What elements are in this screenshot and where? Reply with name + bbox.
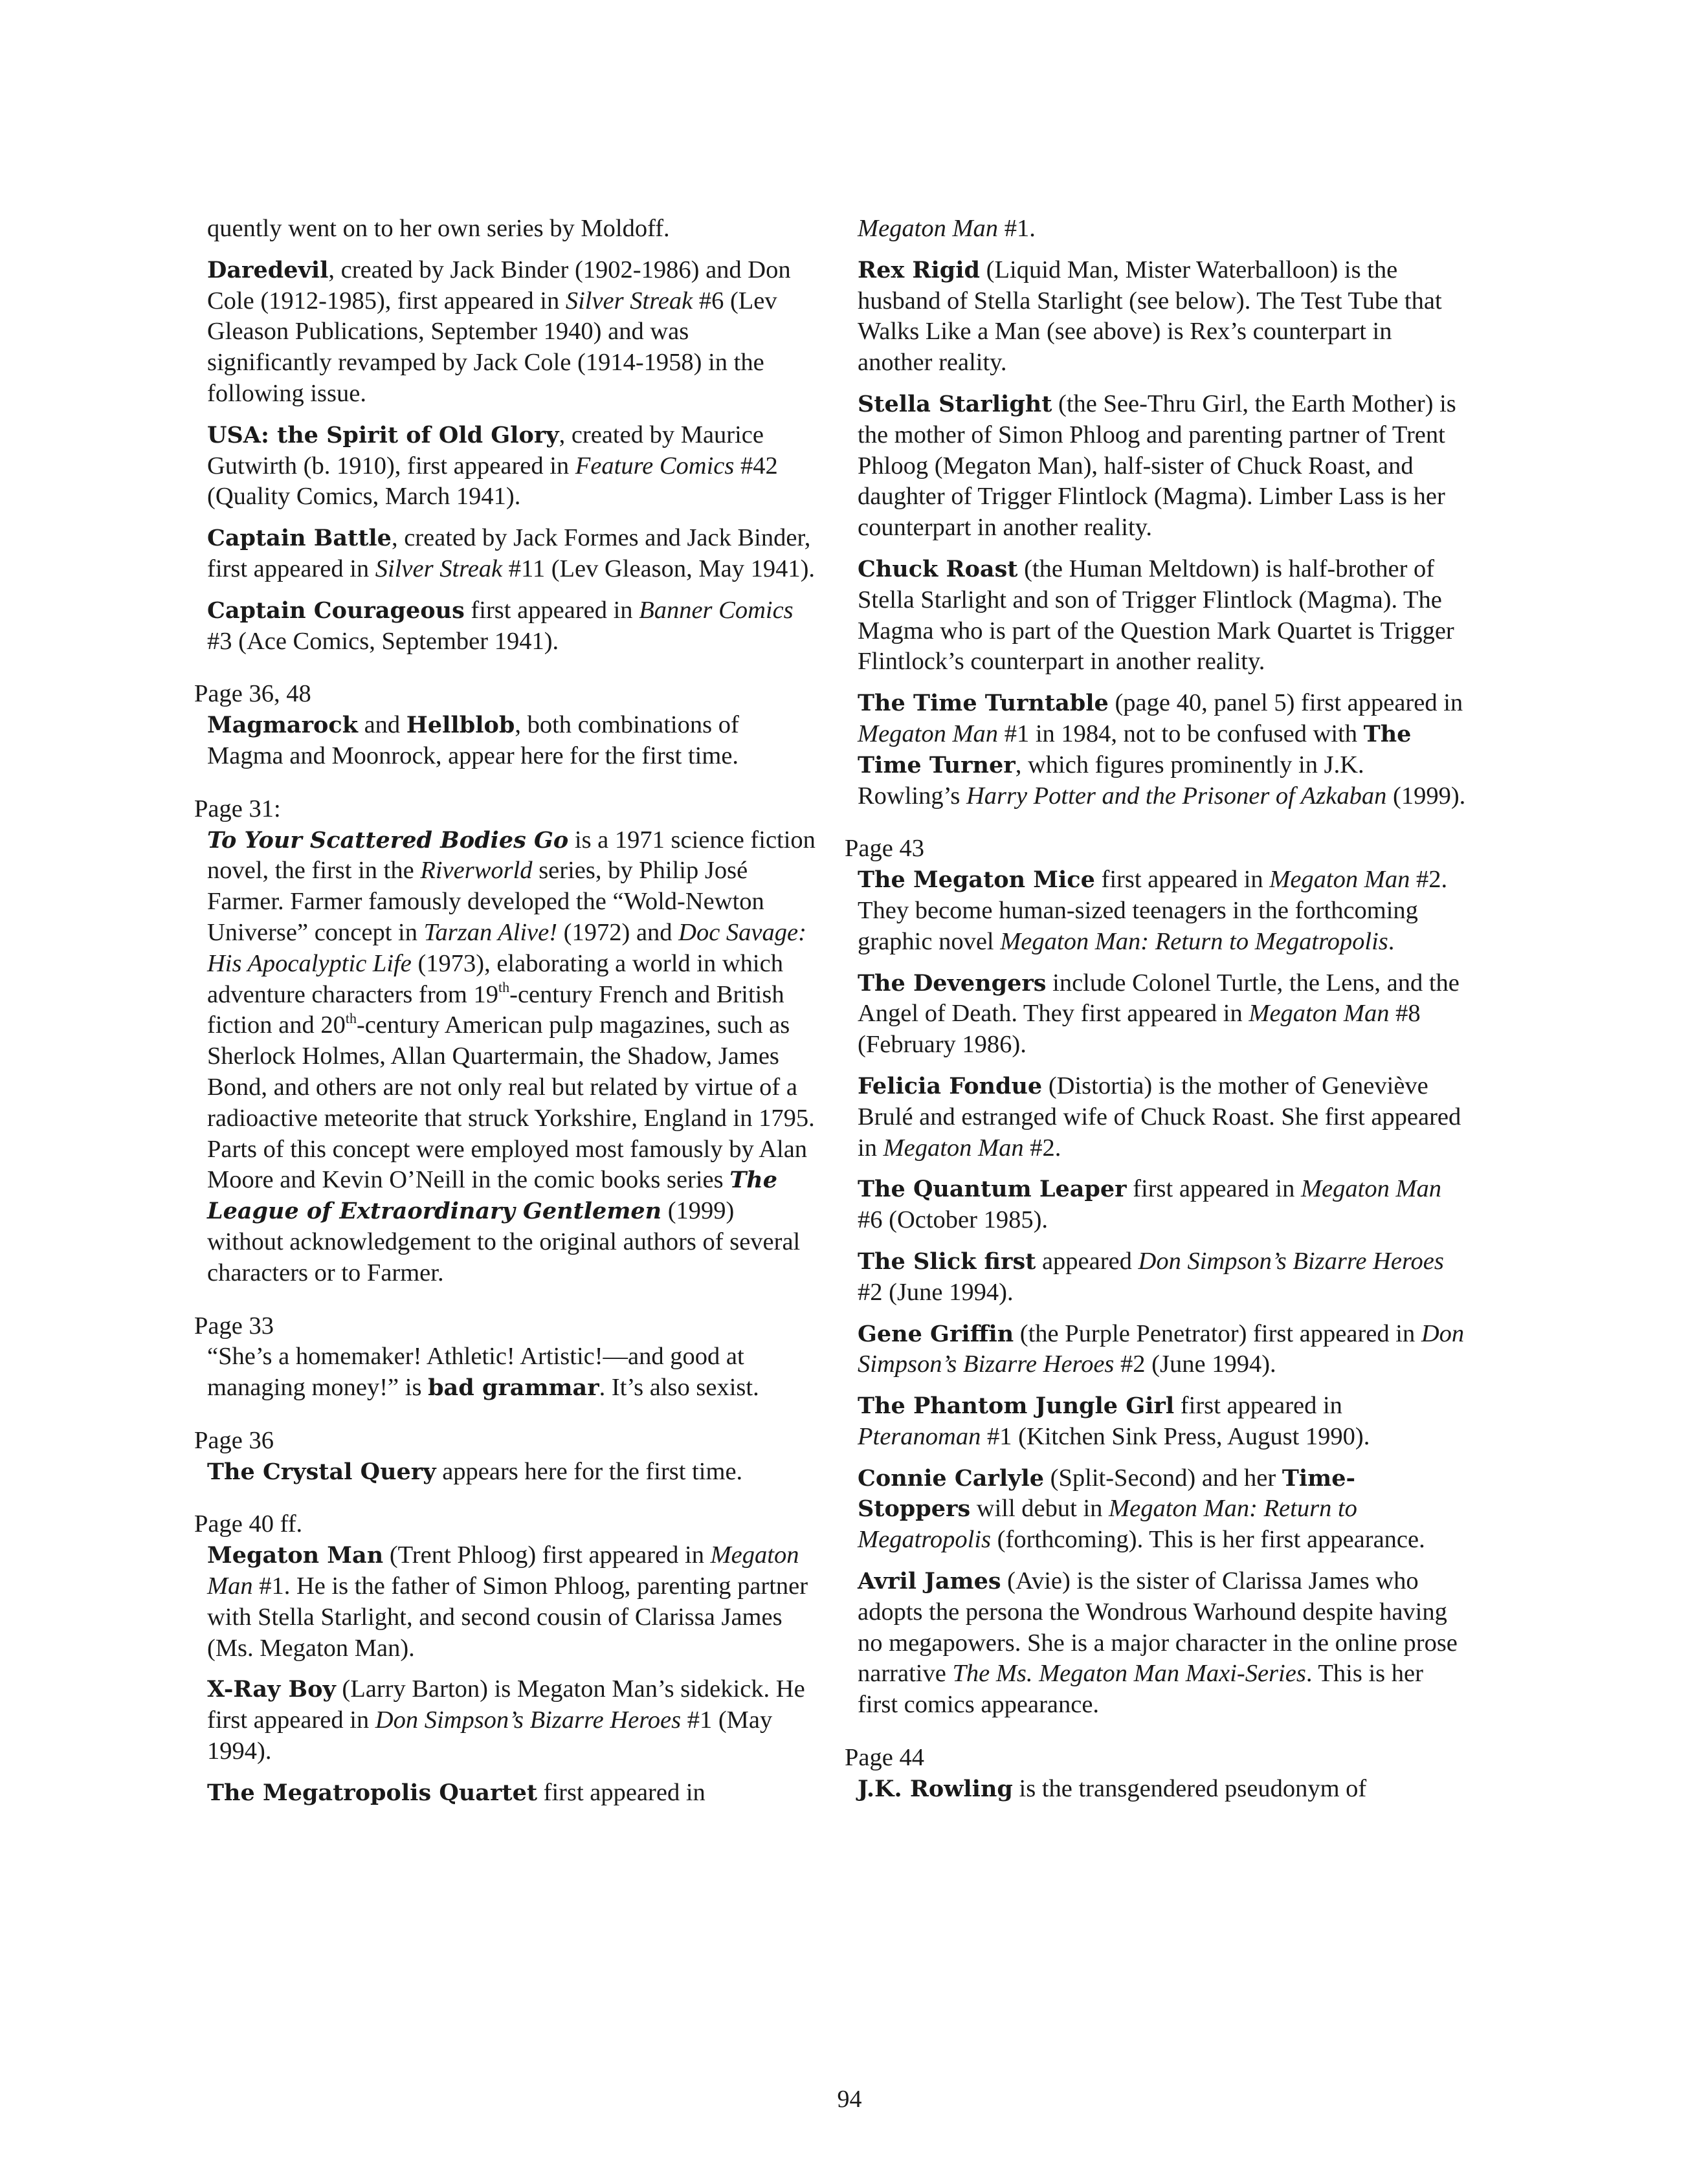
section-heading: Page 33: [194, 1312, 274, 1340]
entry-felicia-fondue: Felicia Fondue (Distortia) is the mother of Geneviève Brulé and estranged wife of Chuck Roast. She first appeared in Megaton Man #2.: [858, 1072, 1461, 1162]
entry-phantom-jungle-girl: The Phantom Jungle Girl first appeared in Pteranoman #1 (Kitchen Sink Press, August 1990).: [858, 1392, 1370, 1450]
section-heading: Page 44: [845, 1744, 924, 1772]
entry-x-ray-boy: X-Ray Boy (Larry Barton) is Megaton Man’s sidekick. He first appeared in Don Simpson’s Bizarre Heroes #1 (May 1994).: [207, 1675, 805, 1765]
section-heading: Page 43: [845, 835, 924, 863]
entry-avril-james: Avril James (Avie) is the sister of Clarissa James who adopts the persona the Wondrous Warhound despite having no megapowers. She is a major character in the online prose narrative The Ms. Megaton Man Maxi-Series. This is her first comics appearance.: [858, 1567, 1458, 1719]
entry-devengers: The Devengers include Colonel Turtle, the Lens, and the Angel of Death. They first appeared in Megaton Man #8 (February 1986).: [858, 969, 1460, 1059]
paragraph-continuation: Megaton Man #1.: [858, 215, 1036, 242]
entry-chuck-roast: Chuck Roast (the Human Meltdown) is half-brother of Stella Starlight and son of Trigger Flintlock (Magma). The Magma who is part of the Question Mark Quartet is Trigger Flintlock’s counterpart in another reality.: [858, 555, 1454, 676]
section-heading: Page 36, 48: [194, 680, 311, 708]
section-heading: Page 40 ff.: [194, 1510, 303, 1538]
entry-stella-starlight: Stella Starlight (the See-Thru Girl, the Earth Mother) is the mother of Simon Phloog and parenting partner of Trent Phloog (Megaton Man), half-sister of Chuck Roast, and daughter of Trigger Flintlock (Magma). Limber Lass is her counterpart in another reality.: [858, 390, 1456, 542]
entry-megaton-mice: The Megaton Mice first appeared in Megaton Man #2. They become human-sized teenagers in the forthcoming graphic novel Megaton Man: Return to Megatropolis.: [858, 866, 1448, 955]
entry-the-slick: The Slick first appeared Don Simpson’s Bizarre Heroes #2 (June 1994).: [858, 1247, 1444, 1306]
entry-homemaker: “She’s a homemaker! Athletic! Artistic!—and good at managing money!” is bad grammar. It’s also sexist.: [207, 1343, 759, 1402]
entry-captain-courageous: Captain Courageous first appeared in Banner Comics #3 (Ace Comics, September 1941).: [207, 596, 794, 655]
entry-scattered-bodies: To Your Scattered Bodies Go is a 1971 science fiction novel, the first in the Riverworld series, by Philip José Farmer. Farmer famously developed the “Wold-Newton Universe” concept in Tarzan Alive! (1972) and Doc Savage: His Apocalyptic Life (1973), elaborating a world in which adventure characters from 19th-century French and British fiction and 20th-century American pulp magazines, such as Sherlock Holmes, Allan Quartermain, the Shadow, James Bond, and others are not only real but related by virtue of a radioactive meteorite that struck Yorkshire, England in 1795. Parts of this concept were employed most famously by Alan Moore and Kevin O’Neill in the comic books series The League of Extraordinary Gentlemen (1999) without acknowledgement to the original authors of several characters or to Farmer.: [207, 826, 816, 1286]
left-column: [194, 214, 816, 1819]
entry-daredevil: Daredevil, created by Jack Binder (1902-1986) and Don Cole (1912-1985), first appeared in Silver Streak #6 (Lev Gleason Publications, September 1940) and was significantly revamped by Jack Cole (1914-1958) in the following issue.: [207, 256, 791, 407]
page-number: 94: [837, 2086, 862, 2113]
entry-gene-griffin: Gene Griffin (the Purple Penetrator) first appeared in Don Simpson’s Bizarre Heroes #2 (June 1994).: [858, 1319, 1465, 1378]
entry-connie-carlyle: Connie Carlyle (Split-Second) and her Time-Stoppers will debut in Megaton Man: Return to Megatropolis (forthcoming). This is her first appearance.: [858, 1464, 1425, 1554]
section-heading: Page 31:: [194, 795, 281, 822]
entry-rex-rigid: Rex Rigid (Liquid Man, Mister Waterballoon) is the husband of Stella Starlight (see below). The Test Tube that Walks Like a Man (see above) is Rex’s counterpart in another reality.: [858, 256, 1442, 377]
entry-magmarock: Magmarock and Hellblob, both combinations of Magma and Moonrock, appear here for the first time.: [207, 711, 739, 769]
entry-usa: USA: the Spirit of Old Glory, created by Maurice Gutwirth (b. 1910), first appeared in Feature Comics #42 (Quality Comics, March 1941).: [207, 421, 778, 511]
entry-megatropolis-quartet: The Megatropolis Quartet first appeared in: [207, 1778, 705, 1806]
entry-captain-battle: Captain Battle, created by Jack Formes and Jack Binder, first appeared in Silver Streak #11 (Lev Gleason, May 1941).: [207, 524, 816, 582]
paragraph-continuation: quently went on to her own series by Moldoff.: [207, 215, 670, 242]
right-column: [845, 214, 1466, 1815]
entry-time-turntable: The Time Turntable (page 40, panel 5) first appeared in Megaton Man #1 in 1984, not to be confused with The Time Turner, which figures prominently in J.K. Rowling’s Harry Potter and the Prisoner of Azkaban (1999).: [858, 689, 1466, 810]
entry-quantum-leaper: The Quantum Leaper first appeared in Megaton Man #6 (October 1985).: [858, 1175, 1442, 1234]
section-heading: Page 36: [194, 1426, 274, 1454]
entry-crystal-query: The Crystal Query appears here for the first time.: [207, 1457, 743, 1485]
entry-jk-rowling: J.K. Rowling is the transgendered pseudonym of: [858, 1774, 1367, 1802]
entry-megaton-man: Megaton Man (Trent Phloog) first appeared in Megaton Man #1. He is the father of Simon Phloog, parenting partner with Stella Starlight, and second cousin of Clarissa James (Ms. Megaton Man).: [207, 1541, 808, 1662]
